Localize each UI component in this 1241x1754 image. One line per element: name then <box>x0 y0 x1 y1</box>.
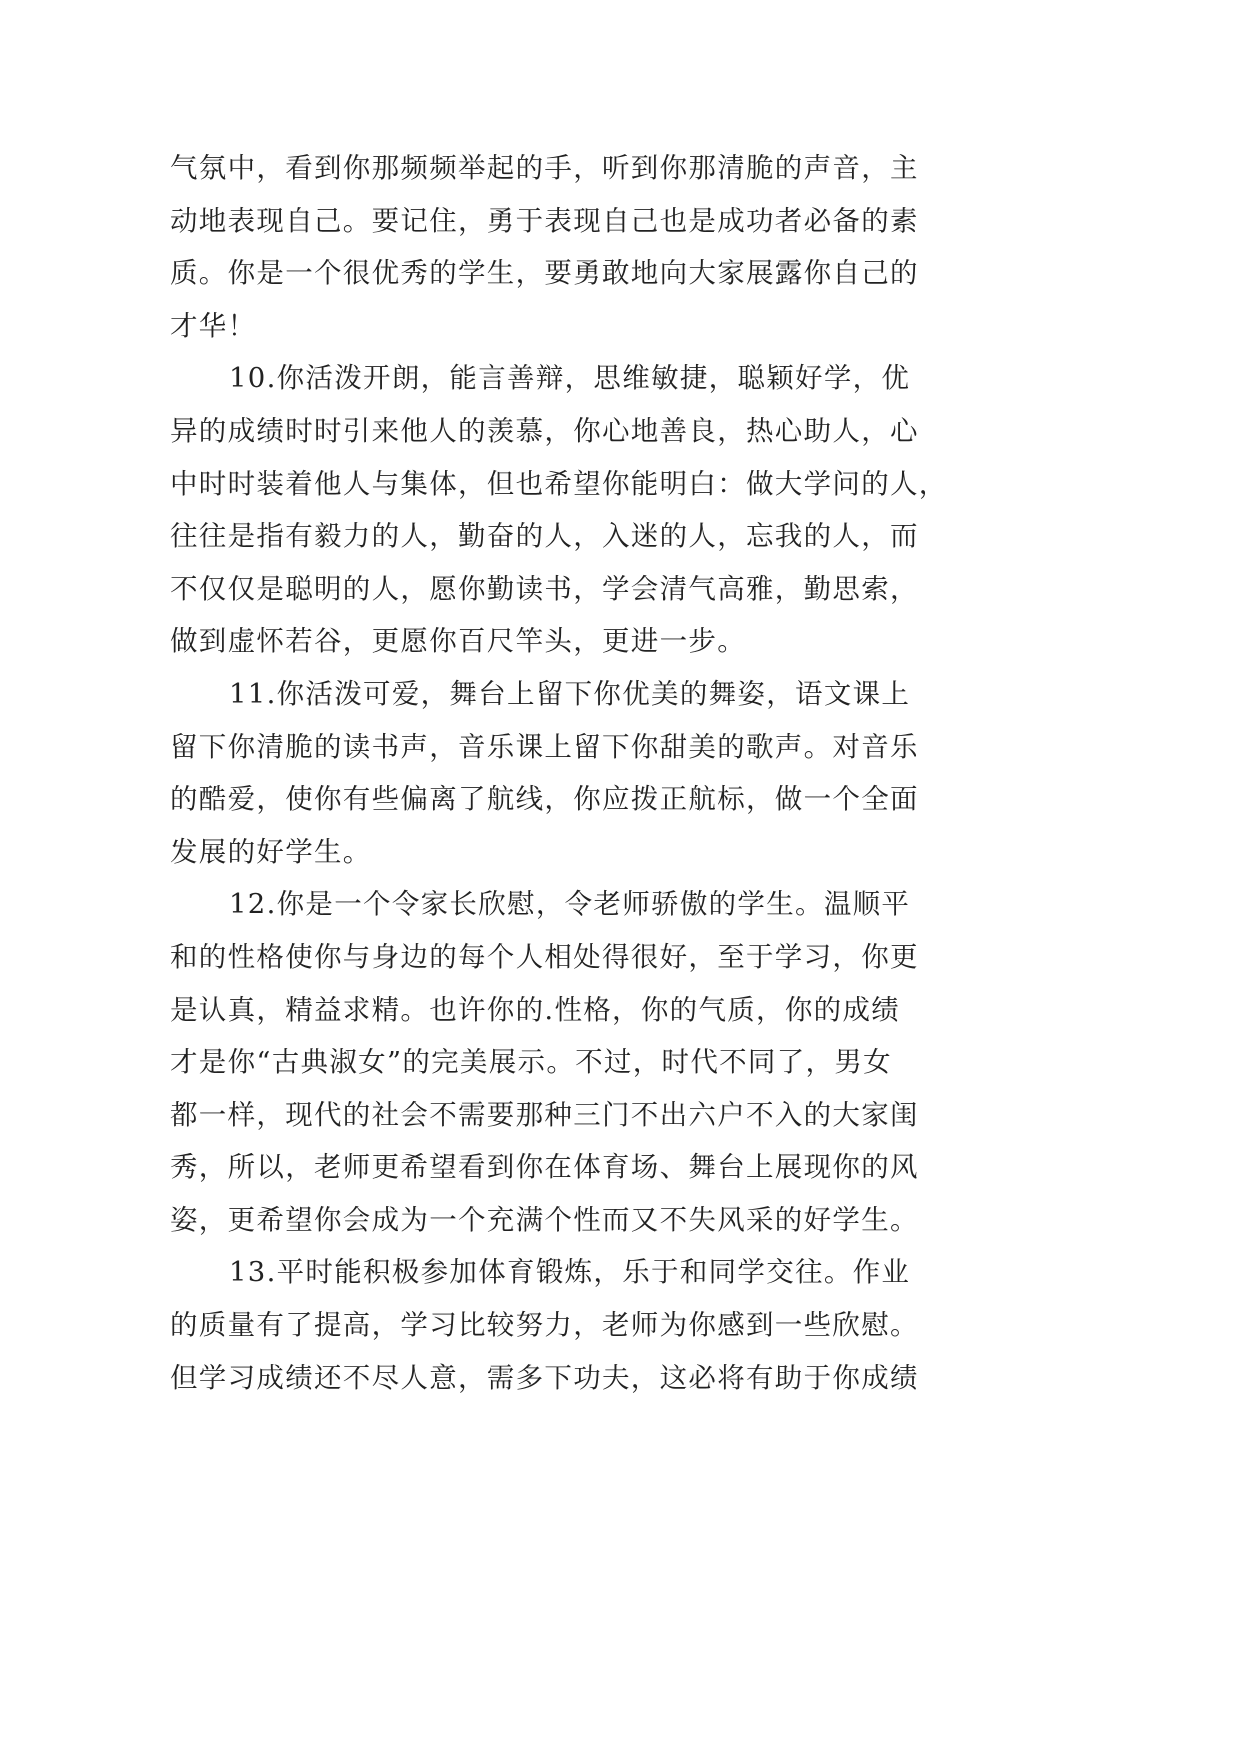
text-line: 往往是指有毅力的人，勤奋的人，入迷的人，忘我的人，而 <box>170 520 919 553</box>
text-line: 都一样，现代的社会不需要那种三门不出六户不入的大家闺 <box>170 1098 919 1131</box>
text-line: 质。你是一个很优秀的学生，要勇敢地向大家展露你自己的 <box>170 257 919 290</box>
document-text <box>170 142 950 1404</box>
text-line: 动地表现自己。要记住，勇于表现自己也是成功者必备的素 <box>170 204 919 237</box>
text-line: 留下你清脆的读书声，音乐课上留下你甜美的歌声。对音乐 <box>170 730 919 763</box>
text-line: 和的性格使你与身边的每个人相处得很好，至于学习，你更 <box>170 940 919 973</box>
text-line: 中时时装着他人与集体，但也希望你能明白：做大学问的人， <box>170 467 948 500</box>
paragraph-10-start: 10.你活泼开朗，能言善辩，思维敏捷，聪颖好学，优 <box>229 362 911 395</box>
text-line: 的质量有了提高，学习比较努力，老师为你感到一些欣慰。 <box>170 1309 919 1342</box>
text-line: 发展的好学生。 <box>170 835 372 868</box>
text-line: 才是你“古典淑女”的完美展示。不过，时代不同了，男女 <box>170 1046 892 1079</box>
text-line: 异的成绩时时引来他人的羡慕，你心地善良，热心助人，心 <box>170 414 919 447</box>
text-line: 姿，更希望你会成为一个充满个性而又不失风采的好学生。 <box>170 1203 919 1236</box>
text-line: 做到虚怀若谷，更愿你百尺竿头，更进一步。 <box>170 625 746 658</box>
text-line: 不仅仅是聪明的人，愿你勤读书，学会清气高雅，勤思索， <box>170 572 919 605</box>
text-line: 的酷爱，使你有些偏离了航线，你应拨正航标，做一个全面 <box>170 783 919 816</box>
text-line: 是认真，精益求精。也许你的.性格，你的气质，你的成绩 <box>170 993 901 1026</box>
paragraph-13-start: 13.平时能积极参加体育锻炼，乐于和同学交往。作业 <box>229 1256 911 1289</box>
paragraph-12-start: 12.你是一个令家长欣慰，令老师骄傲的学生。温顺平 <box>229 888 911 921</box>
text-line: 气氛中，看到你那频频举起的手，听到你那清脆的声音，主 <box>170 152 919 184</box>
paragraph-11-start: 11.你活泼可爱，舞台上留下你优美的舞姿，语文课上 <box>229 677 911 710</box>
text-line: 但学习成绩还不尽人意，需多下功夫，这必将有助于你成绩 <box>170 1361 919 1394</box>
text-line: 才华！ <box>170 309 257 342</box>
text-line: 秀，所以，老师更希望看到你在体育场、舞台上展现你的风 <box>170 1151 919 1184</box>
